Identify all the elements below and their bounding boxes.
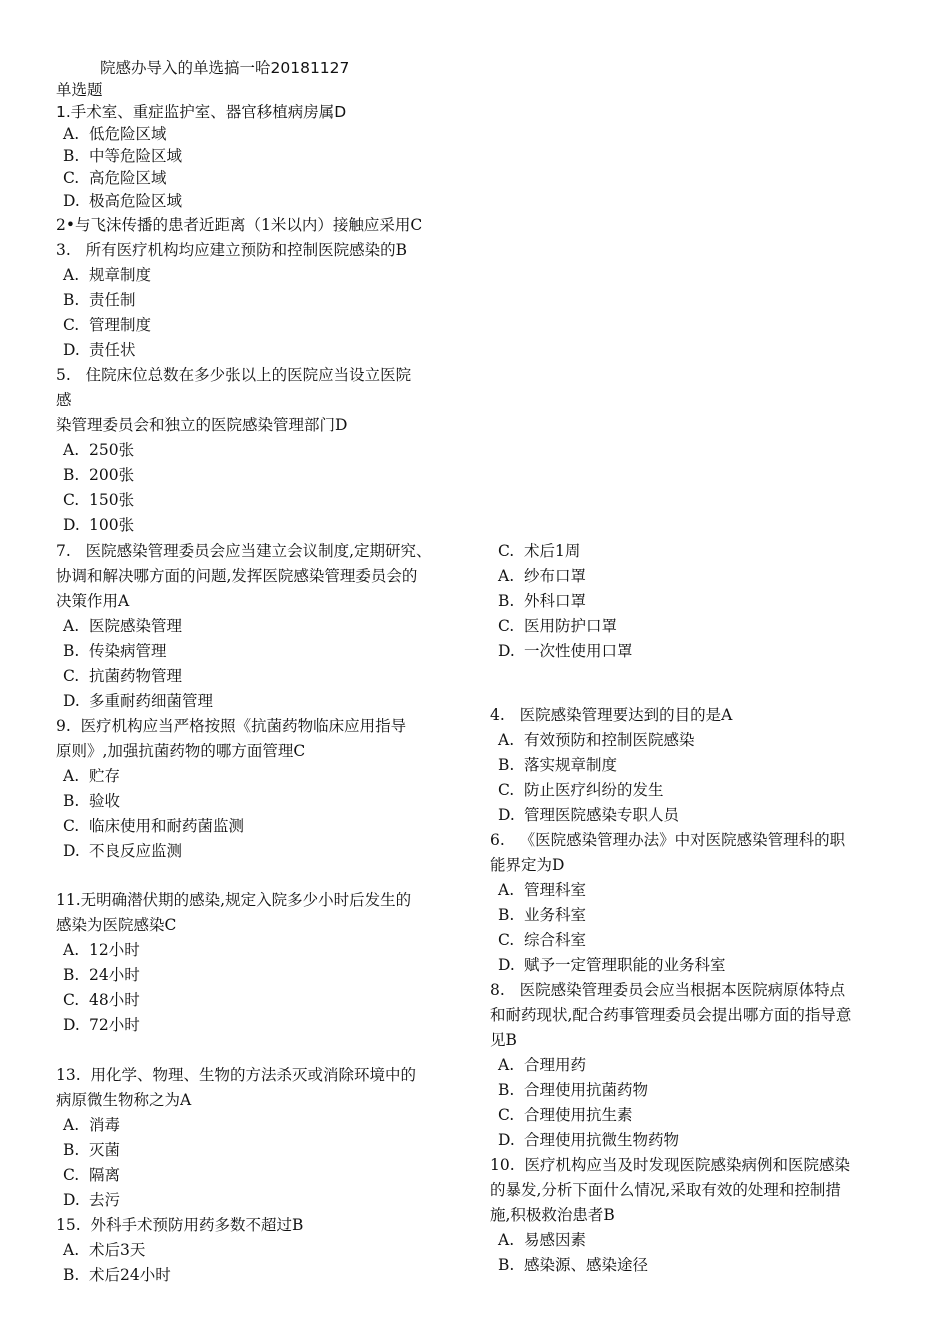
document-title: 院感办导入的单选搞一哈20181127 (100, 59, 350, 77)
question-15-option-c: C. 术后1周 (498, 542, 581, 560)
question-7-option-a: A. 医院感染管理 (63, 617, 183, 635)
question-3-option-b: B. 责任制 (63, 291, 136, 309)
question-9-option-c: C. 临床使用和耐药菌监测 (63, 817, 245, 835)
question-1-option-c: C. 高危险区域 (63, 169, 167, 187)
question-11-option-c: C. 48小时 (63, 991, 140, 1009)
question-8-option-c: C. 合理使用抗生素 (498, 1106, 633, 1124)
question-8-option-d: D. 合理使用抗微生物药物 (498, 1131, 680, 1149)
question-11-stem-line-2: 感染为医院感染C (56, 916, 177, 934)
question-5-option-b: B. 200张 (63, 466, 135, 484)
question-5-option-a: A. 250张 (63, 441, 135, 459)
question-2-option-c: C. 医用防护口罩 (498, 617, 618, 635)
section-heading: 单选题 (56, 81, 103, 99)
question-11-option-d: D. 72小时 (63, 1016, 140, 1034)
question-10-option-b: B. 感染源、感染途径 (498, 1256, 649, 1274)
question-13-option-c: C. 隔离 (63, 1166, 121, 1184)
question-13-stem-line-1: 13. 用化学、物理、生物的方法杀灭或消除环境中的 (56, 1066, 417, 1084)
question-11-option-b: B. 24小时 (63, 966, 140, 984)
question-6-stem-line-1: 6. 《医院感染管理办法》中对医院感染管理科的职 (490, 831, 846, 849)
question-4-option-a: A. 有效预防和控制医院感染 (498, 731, 695, 749)
question-4-option-c: C. 防止医疗纠纷的发生 (498, 781, 664, 799)
question-1-option-d: D. 极高危险区域 (63, 192, 183, 210)
question-5-stem-line-3: 染管理委员会和独立的医院感染管理部门D (56, 416, 348, 434)
question-2-option-a: A. 纱布口罩 (498, 567, 587, 585)
question-5-option-c: C. 150张 (63, 491, 135, 509)
question-8-option-b: B. 合理使用抗菌药物 (498, 1081, 649, 1099)
question-10-option-a: A. 易感因素 (498, 1231, 587, 1249)
question-7-stem-line-2: 协调和解决哪方面的问题,发挥医院感染管理委员会的 (56, 567, 418, 585)
question-3-stem: 3. 所有医疗机构均应建立预防和控制医院感染的B (56, 241, 407, 259)
question-6-option-b: B. 业务科室 (498, 906, 587, 924)
question-3-option-d: D. 责任状 (63, 341, 136, 359)
question-15-option-a: A. 术后3天 (63, 1241, 146, 1259)
question-5-option-d: D. 100张 (63, 516, 135, 534)
question-6-option-d: D. 赋予一定管理职能的业务科室 (498, 956, 726, 974)
question-10-stem-line-3: 施,积极救治患者B (490, 1206, 615, 1224)
question-10-stem-line-2: 的暴发,分析下面什么情况,采取有效的处理和控制措 (490, 1181, 841, 1199)
question-3-option-a: A. 规章制度 (63, 266, 152, 284)
question-4-option-b: B. 落实规章制度 (498, 756, 618, 774)
question-8-stem-line-1: 8. 医院感染管理委员会应当根据本医院病原体特点 (490, 981, 846, 999)
question-11-stem-line-1: 11.无明确潜伏期的感染,规定入院多少小时后发生的 (56, 891, 412, 909)
question-9-stem-line-2: 原则》,加强抗菌药物的哪方面管理C (56, 742, 306, 760)
question-5-stem-line-2: 感 (56, 391, 72, 409)
question-13-option-d: D. 去污 (63, 1191, 121, 1209)
question-2-stem: 2•与飞沫传播的患者近距离（1米以内）接触应采用C (56, 216, 423, 234)
question-9-stem-line-1: 9. 医疗机构应当严格按照《抗菌药物临床应用指导 (56, 717, 407, 735)
question-7-stem-line-3: 决策作用A (56, 592, 130, 610)
question-7-option-c: C. 抗菌药物管理 (63, 667, 183, 685)
question-6-stem-line-2: 能界定为D (490, 856, 565, 874)
question-5-stem-line-1: 5. 住院床位总数在多少张以上的医院应当设立医院 (56, 366, 412, 384)
question-1-stem: 1.手术室、重症监护室、器官移植病房属D (56, 103, 347, 121)
question-7-option-b: B. 传染病管理 (63, 642, 167, 660)
question-8-stem-line-3: 见B (490, 1031, 517, 1049)
question-15-stem: 15. 外科手术预防用药多数不超过B (56, 1216, 304, 1234)
question-3-option-c: C. 管理制度 (63, 316, 152, 334)
question-13-option-a: A. 消毒 (63, 1116, 121, 1134)
question-13-stem-line-2: 病原微生物称之为A (56, 1091, 192, 1109)
question-1-option-b: B. 中等危险区域 (63, 147, 183, 165)
question-9-option-d: D. 不良反应监测 (63, 842, 183, 860)
question-13-option-b: B. 灭菌 (63, 1141, 121, 1159)
question-9-option-b: B. 验收 (63, 792, 121, 810)
question-10-stem-line-1: 10. 医疗机构应当及时发现医院感染病例和医院感染 (490, 1156, 851, 1174)
question-11-option-a: A. 12小时 (63, 941, 140, 959)
question-8-option-a: A. 合理用药 (498, 1056, 587, 1074)
question-6-option-c: C. 综合科室 (498, 931, 587, 949)
question-2-option-b: B. 外科口罩 (498, 592, 587, 610)
question-2-option-d: D. 一次性使用口罩 (498, 642, 633, 660)
question-9-option-a: A. 贮存 (63, 767, 121, 785)
question-4-stem: 4. 医院感染管理要达到的目的是A (490, 706, 733, 724)
question-7-option-d: D. 多重耐药细菌管理 (63, 692, 214, 710)
question-8-stem-line-2: 和耐药现状,配合药事管理委员会提出哪方面的指导意 (490, 1006, 852, 1024)
question-4-option-d: D. 管理医院感染专职人员 (498, 806, 680, 824)
question-1-option-a: A. 低危险区域 (63, 125, 167, 143)
question-6-option-a: A. 管理科室 (498, 881, 587, 899)
question-7-stem-line-1: 7. 医院感染管理委员会应当建立会议制度,定期研究、 (56, 542, 432, 560)
question-15-option-b: B. 术后24小时 (63, 1266, 171, 1284)
